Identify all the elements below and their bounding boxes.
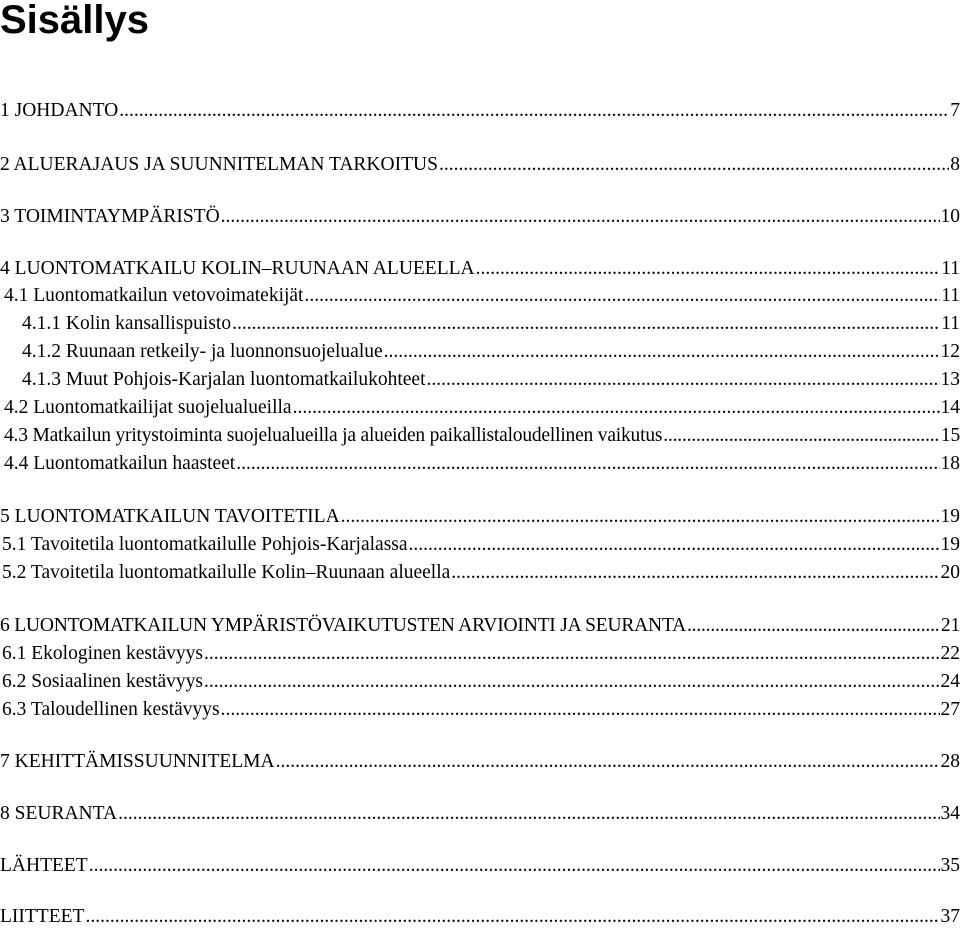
toc-entry-4-1-3[interactable] [22,368,960,392]
dot-leader [236,452,939,476]
dot-leader [276,750,940,774]
toc-entry-page: 21 [941,614,960,638]
toc-entry-label: LÄHTEET [0,854,88,878]
dot-leader [663,424,940,448]
toc-entry-label: 6 LUONTOMATKAILUN YMPÄRISTÖVAIKUTUSTEN ARVIOINTI JA SEURANTA [0,614,686,638]
toc-entry-page: 11 [941,284,960,308]
toc-entry-label: LIITTEET [0,905,84,929]
toc-entry-page: 20 [941,561,960,585]
toc-entry-1[interactable] [0,99,960,123]
toc-entry-page: 22 [941,642,960,666]
toc-entry-label: 6.3 Taloudellinen kestävyys [2,698,220,722]
toc-entry-page: 12 [941,340,960,364]
toc-entry-page: 27 [941,698,960,722]
toc-entry-page: 18 [941,452,960,476]
toc-entry-page: 35 [941,854,960,878]
toc-entry-label: 4.3 Matkailun yritystoiminta suojelualueilla ja alueiden paikallistaloudellinen vaikutus [4,424,662,448]
toc-entry-page: 13 [941,368,960,392]
toc-entry-page: 7 [950,99,960,123]
toc-entry-label: 5.1 Tavoitetila luontomatkailulle Pohjois-Karjalassa [2,533,408,557]
dot-leader [204,670,940,694]
dot-leader [341,505,940,529]
dot-leader [232,312,940,336]
toc-entry-page: 8 [950,153,960,177]
dot-leader [476,257,941,281]
dot-leader [85,905,939,929]
toc-entry-label: 6.1 Ekologinen kestävyys [2,642,203,666]
toc-entry-label: 4.1.2 Ruunaan retkeily- ja luonnonsuojelualue [22,340,383,364]
dot-leader [221,205,940,229]
toc-entry-label: 7 KEHITTÄMISSUUNNITELMA [0,750,275,774]
toc-entry-4-1-2[interactable] [22,340,960,364]
toc-entry-page: 19 [941,505,960,529]
toc-entry-label: 4.4 Luontomatkailun haasteet [4,452,235,476]
toc-entry-label: 4.1.3 Muut Pohjois-Karjalan luontomatkailukohteet [22,368,425,392]
toc-entry-page: 34 [941,802,960,826]
toc-entry-label: 2 ALUERAJAUS JA SUUNNITELMAN TARKOITUS [0,153,438,177]
toc-entry-page: 24 [941,670,960,694]
toc-entry-4-2[interactable] [4,396,960,420]
dot-leader [204,642,940,666]
toc-entry-7[interactable] [0,750,960,774]
toc-entry-4-1[interactable] [4,284,960,308]
toc-entry-page: 10 [941,205,960,229]
toc-entry-label: 1 JOHDANTO [0,99,118,123]
toc-entry-page: 37 [941,905,960,929]
dot-leader [687,614,940,638]
toc-entry-4-3[interactable] [4,424,960,448]
toc-entry-label: 4.1 Luontomatkailun vetovoimatekijät [4,284,303,308]
toc-entry-label: 4 LUONTOMATKAILU KOLIN–RUUNAAN ALUEELLA [0,257,475,281]
toc-entry-4-4[interactable] [4,452,960,476]
page-title: Sisällys [0,0,149,46]
toc-entry-3[interactable] [0,205,960,229]
dot-leader [293,396,940,420]
toc-entry-6-3[interactable] [2,698,960,722]
toc-entry-label: 8 SEURANTA [0,802,117,826]
toc-entry-6-2[interactable] [2,670,960,694]
toc-entry-4-1-1[interactable] [22,312,960,336]
dot-leader [304,284,940,308]
toc-entry-label: 4.2 Luontomatkailijat suojelualueilla [4,396,292,420]
toc-entry-page: 11 [941,312,960,336]
toc-entry-2[interactable] [0,153,960,177]
dot-leader [119,99,949,123]
toc-entry-5[interactable] [0,505,960,529]
toc-entry-page: 19 [941,533,960,557]
dot-leader [439,153,949,177]
dot-leader [384,340,940,364]
dot-leader [118,802,939,826]
toc-entry-page: 15 [941,424,960,448]
toc-entry-5-2[interactable] [2,561,960,585]
toc-entry-label: 3 TOIMINTAYMPÄRISTÖ [0,205,220,229]
toc-entry-lahteet[interactable] [0,854,960,878]
dot-leader [221,698,940,722]
dot-leader [409,533,940,557]
dot-leader [451,561,939,585]
toc-entry-6[interactable] [0,614,960,638]
toc-entry-page: 28 [941,750,960,774]
toc-entry-5-1[interactable] [2,533,960,557]
toc-entry-label: 5.2 Tavoitetila luontomatkailulle Kolin–Ruunaan alueella [2,561,450,585]
toc-entry-label: 5 LUONTOMATKAILUN TAVOITETILA [0,505,340,529]
toc-entry-liitteet[interactable] [0,905,960,929]
dot-leader [426,368,939,392]
toc-entry-page: 11 [941,257,960,281]
toc-entry-label: 6.2 Sosiaalinen kestävyys [2,670,203,694]
toc-entry-8[interactable] [0,802,960,826]
toc-entry-4[interactable] [0,257,960,281]
dot-leader [89,854,940,878]
toc-entry-label: 4.1.1 Kolin kansallispuisto [22,312,231,336]
toc-entry-6-1[interactable] [2,642,960,666]
toc-entry-page: 14 [941,396,960,420]
